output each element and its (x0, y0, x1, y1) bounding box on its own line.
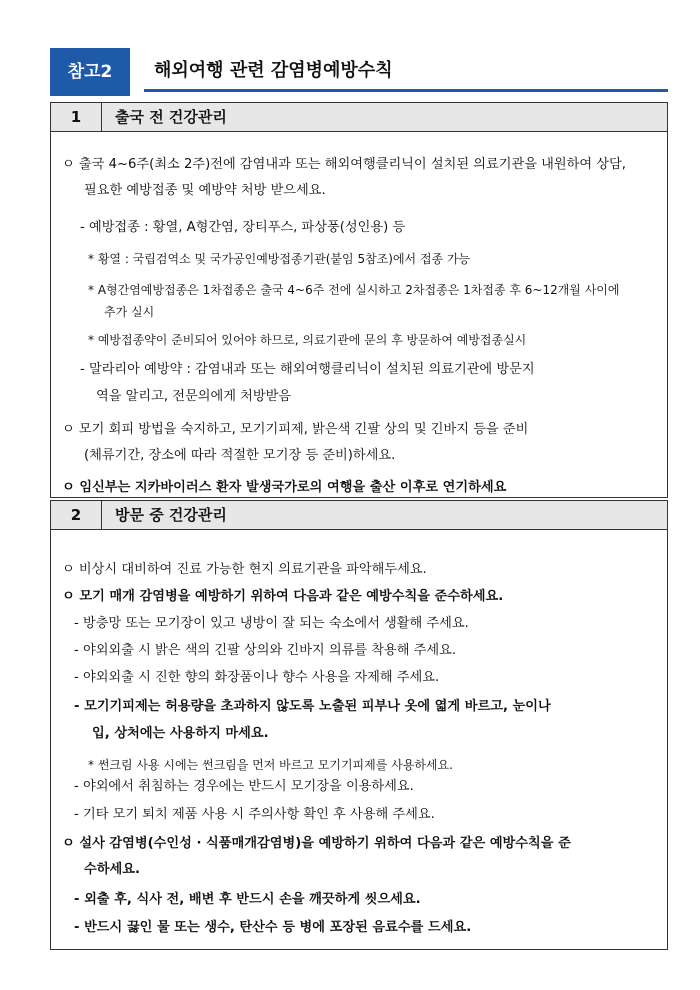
s1-line-8: - 말라리아 예방약 : 감염내과 또는 해외여행클리닉이 설치된 의료기관에 방문지 (80, 362, 535, 377)
section-2-title: 방문 중 건강관리 (115, 506, 227, 524)
s1-line-10: ㅇ 모기 회피 방법을 숙지하고, 모기기피제, 밝은색 긴팔 상의 및 긴바지 등을 준비 (62, 422, 529, 437)
s2-line-14: - 반드시 끓인 물 또는 생수, 탄산수 등 병에 포장된 음료수를 드세요. (74, 920, 472, 935)
s2-line-6: - 모기기피제는 허용량을 초과하지 않도록 노출된 피부나 옷에 엷게 바르고, 눈이나 (74, 699, 551, 714)
section-1-number: 1 (51, 103, 102, 131)
s1-line-5: * A형간염예방접종은 1차접종은 출국 4~6주 전에 실시하고 2차접종은 1차접종 후 6~12개월 사이에 (88, 283, 620, 297)
s2-line-12: 수하세요. (84, 862, 140, 877)
section-2-header (50, 500, 668, 530)
s2-line-4: - 야외외출 시 밝은 색의 긴팔 상의와 긴바지 의류를 착용해 주세요. (74, 643, 457, 658)
page-title: 해외여행 관련 감염병예방수칙 (144, 48, 668, 92)
s1-line-7: * 예방접종약이 준비되어 있어야 하므로, 의료기관에 문의 후 방문하여 예방접종실시 (88, 333, 527, 347)
s1-line-4: * 황열 : 국립검역소 및 국가공인예방접종기관(붙임 5참조)에서 접종 가능 (88, 252, 471, 266)
s2-line-1: ㅇ 비상시 대비하여 진료 가능한 현지 의료기관을 파악해두세요. (62, 562, 427, 577)
reference-tag: 참고2 (50, 48, 130, 96)
s1-line-9: 역을 알리고, 전문의에게 처방받음 (96, 389, 292, 404)
s1-line-3: - 예방접종 : 황열, A형간염, 장티푸스, 파상풍(성인용) 등 (80, 220, 406, 235)
s1-line-2: 필요한 예방접종 및 예방약 처방 받으세요. (84, 183, 326, 198)
s1-line-6: 추가 실시 (104, 305, 155, 319)
s2-line-3: - 방충망 또는 모기장이 있고 냉방이 잘 되는 숙소에서 생활해 주세요. (74, 616, 469, 631)
section-1-header (50, 102, 668, 132)
s2-line-8: * 썬크림 사용 시에는 썬크림을 먼저 바르고 모기기피제를 사용하세요. (88, 758, 453, 772)
s1-line-11: (체류기간, 장소에 따라 적절한 모기장 등 준비)하세요. (84, 448, 396, 463)
s2-line-7: 입, 상처에는 사용하지 마세요. (92, 726, 269, 741)
s1-line-1: ㅇ 출국 4~6주(최소 2주)전에 감염내과 또는 해외여행클리닉이 설치된 의료기관을 내원하여 상담, (62, 157, 626, 172)
page-header (50, 48, 668, 98)
s2-line-9: - 야외에서 취침하는 경우에는 반드시 모기장을 이용하세요. (74, 779, 414, 794)
s1-line-12: ㅇ 임신부는 지카바이러스 환자 발생국가로의 여행을 출산 이후로 연기하세요 (62, 480, 507, 495)
s2-line-13: - 외출 후, 식사 전, 배변 후 반드시 손을 깨끗하게 씻으세요. (74, 892, 421, 907)
s2-line-2: ㅇ 모기 매개 감염병을 예방하기 위하여 다음과 같은 예방수칙을 준수하세요. (62, 589, 504, 604)
section-1-title: 출국 전 건강관리 (115, 108, 227, 126)
s2-line-5: - 야외외출 시 진한 향의 화장품이나 향수 사용을 자제해 주세요. (74, 670, 440, 685)
s2-line-10: - 기타 모기 퇴치 제품 사용 시 주의사항 확인 후 사용해 주세요. (74, 807, 435, 822)
s2-line-11: ㅇ 설사 감염병(수인성 · 식품매개감염병)을 예방하기 위하여 다음과 같은 예방수칙을 준 (62, 836, 571, 851)
section-2-number: 2 (51, 501, 102, 529)
